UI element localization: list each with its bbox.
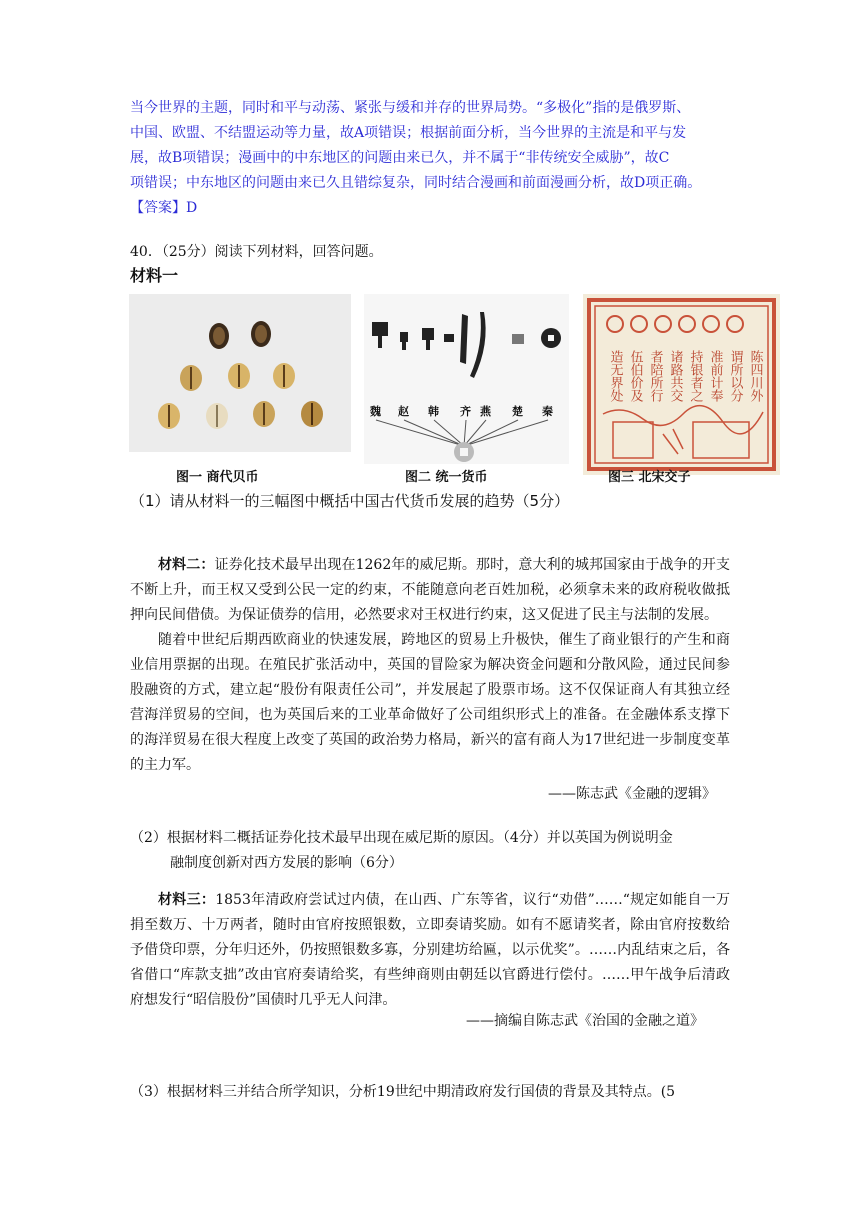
- question-40-title: 40．（25分）阅读下列材料，回答问题。: [130, 244, 383, 260]
- state-chu: 楚: [512, 406, 523, 418]
- answer-label: 【答案】D: [130, 200, 198, 216]
- answer-explanation: [130, 96, 730, 221]
- material-3: [130, 888, 730, 1013]
- figure-cowrie-shells: [129, 294, 351, 452]
- question-2: [130, 826, 740, 876]
- jiaozi-col-1: 陈四川外: [747, 350, 763, 402]
- question-3: （3）根据材料三并结合所学知识，分析19世纪中期清政府发行国债的背景及其特点。(5: [130, 1084, 676, 1100]
- material-3-label: 材料三：: [158, 892, 216, 908]
- caption-figure-3: 图三 北宋交子: [608, 470, 691, 485]
- material-3-paragraph: [130, 888, 730, 1013]
- figure-unified-currency: [364, 294, 569, 464]
- jiaozi-col-3: 准前计奉: [707, 350, 723, 402]
- jiaozi-col-2: 谓所以分: [727, 350, 743, 402]
- answer-line-4: 项错误；中东地区的问题由来已久且错综复杂，同时结合漫画和前面漫画分析，故D项正确。: [130, 175, 702, 191]
- material-2: [130, 553, 730, 778]
- state-yan: 燕: [480, 406, 491, 418]
- question-1: （1）请从材料一的三幅图中概括中国古代货币发展的趋势（5分）: [130, 492, 570, 510]
- question-2-line-2: 融制度创新对西方发展的影响（6分）: [170, 855, 403, 871]
- caption-figure-1: 图一 商代贝币: [176, 470, 259, 485]
- state-qi: 齐: [460, 406, 471, 418]
- answer-line-1: 当今世界的主题，同时和平与动荡、紧张与缓和并存的世界局势。“多极化”指的是俄罗斯、: [130, 100, 691, 116]
- coin-diagram: [364, 294, 569, 464]
- answer-line-3: 展，故B项错误；漫画中的中东地区的问题由来已久，并不属于“非传统安全威胁”，故C: [130, 150, 670, 166]
- material-2-paragraph-2: 随着中世纪后期西欧商业的快速发展，跨地区的贸易上升极快，催生了商业银行的产生和商业信用票据的出现。在殖民扩张活动中，英国的冒险家为解决资金问题和分散风险，通过民间参股融资的方式，建立起“股份有限责任公司”，并发展起了股票市场。这不仅保证商人有其独立经营海洋贸易的空间，也为英国后来的工业革命做好了公司组织形式上的准备。在金融体系支撑下的海洋贸易在很大程度上改变了英国的政治势力格局，新兴的富有商人为17世纪进一步制度变革的主力军。: [130, 632, 730, 773]
- caption-figure-2: 图二 统一货币: [405, 470, 488, 485]
- material-3-text: 1853年清政府尝试过内债，在山西、广东等省，议行“劝借”……“规定如能自一万捐至数万、十万两者，随时由官府按照银数，立即奏请奖励。如有不愿请奖者，除由官府按数给予借贷印票，分年归还外，仍按照银数多寡，分别建坊给匾，以示优奖”。……内乱结束之后，各省借口“库款支拙”改由官府奏请给奖，有些绅商则由朝廷以官爵进行偿付。……甲午战争后清政府想发行“昭信股份”国债时几乎无人问津。: [130, 892, 730, 1008]
- material-1-title: 材料一: [130, 266, 179, 285]
- figure-jiaozi: [583, 294, 780, 475]
- material-2-label: 材料二：: [158, 557, 215, 573]
- state-wei: 魏: [370, 406, 381, 418]
- state-han: 韩: [428, 406, 439, 418]
- jiaozi-col-7: 伍伯价及: [627, 350, 643, 402]
- material-2-paragraph-1: [130, 553, 730, 628]
- material-2-source: ——陈志武《金融的逻辑》: [548, 786, 716, 802]
- material-3-source: ——摘编自陈志武《治国的金融之道》: [466, 1013, 704, 1029]
- question-2-line-1: （2）根据材料二概括证券化技术最早出现在威尼斯的原因。（4分）并以英国为例说明金: [130, 830, 673, 846]
- cowrie-shells-image: [129, 294, 351, 452]
- state-zhao: 赵: [398, 406, 409, 418]
- jiaozi-col-8: 造无界处: [607, 350, 623, 402]
- jiaozi-col-5: 诸路共交: [667, 350, 683, 402]
- jiaozi-col-4: 持银者之: [687, 350, 703, 402]
- answer-line-2: 中国、欧盟、不结盟运动等力量，故A项错误；根据前面分析，当今世界的主流是和平与发: [130, 125, 687, 141]
- jiaozi-col-6: 者陪所行: [647, 350, 663, 402]
- state-qin: 秦: [542, 406, 553, 418]
- jiaozi-banknote-image: [583, 294, 780, 475]
- material-2-text-1: 证券化技术最早出现在1262年的威尼斯。那时，意大利的城邦国家由于战争的开支不断上升，而王权又受到公民一定的约束，不能随意向老百姓加税，必须拿未来的政府税收做抵押向民间借债。为保证债券的信用，必然要求对王权进行约束，这又促进了民主与法制的发展。: [130, 557, 730, 623]
